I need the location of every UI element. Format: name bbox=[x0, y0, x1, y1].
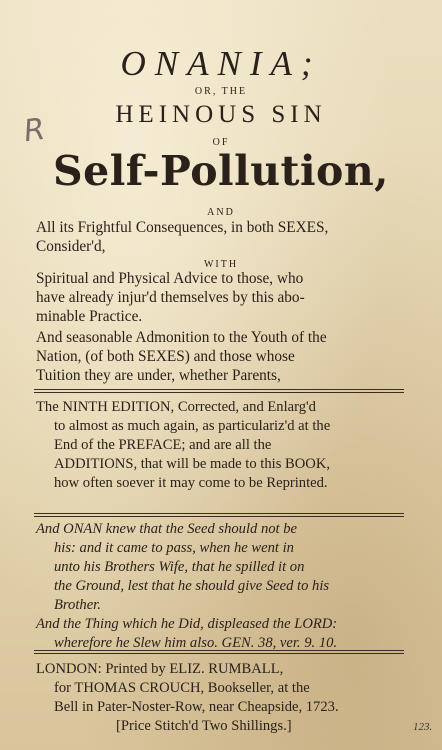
scripture-line: And ONAN knew that the Seed should not be bbox=[36, 521, 298, 537]
title-self-pollution: Self-Pollution, bbox=[53, 147, 389, 195]
edition-line: ADDITIONS, that will be made to this BOOK, bbox=[54, 456, 331, 472]
divider-rule bbox=[34, 389, 404, 390]
edition-line: End of the PREFACE; and are all the bbox=[54, 437, 272, 453]
scripture-line: Brother. bbox=[54, 597, 101, 613]
imprint-line: for THOMAS CROUCH, Bookseller, at the bbox=[54, 680, 310, 696]
edition-line: to almost as much again, as particulariz'd at the bbox=[54, 418, 331, 434]
description-line: Consider'd, bbox=[36, 238, 106, 255]
divider-rule bbox=[34, 516, 404, 517]
scripture-line: unto his Brothers Wife, that he spilled it on bbox=[54, 559, 305, 575]
imprint-line: Bell in Pater-Noster-Row, near Cheapside, 1723. bbox=[54, 699, 339, 715]
scripture-line: his: and it came to pass, when he went in bbox=[54, 540, 294, 556]
title-heinous-sin: HEINOUS SIN bbox=[115, 101, 327, 128]
scripture-line: wherefore he Slew him also. GEN. 38, ver. 9. 10. bbox=[54, 635, 338, 651]
connector-and: AND bbox=[207, 207, 235, 218]
connector-with: WITH bbox=[203, 259, 239, 270]
description-line: All its Frightful Consequences, in both SEXES, bbox=[36, 219, 329, 236]
imprint-line: LONDON: Printed by ELIZ. RUMBALL, bbox=[36, 661, 284, 677]
description-line: minable Practice. bbox=[36, 308, 143, 325]
scripture-line: And the Thing which he Did, displeased the LORD: bbox=[36, 616, 338, 632]
handwritten-r-mark: R bbox=[21, 111, 48, 150]
description-line: Tuition they are under, whether Parents, bbox=[36, 367, 281, 384]
price-line: [Price Stitch'd Two Shillings.] bbox=[116, 718, 292, 734]
divider-rule bbox=[34, 392, 404, 393]
description-line: And seasonable Admonition to the Youth of the bbox=[36, 329, 327, 346]
divider-rule bbox=[34, 650, 404, 651]
scripture-line: the Ground, lest that he should give Seed to his bbox=[54, 578, 330, 594]
page-number: 123. bbox=[413, 721, 433, 733]
description-line: Spiritual and Physical Advice to those, who bbox=[36, 270, 304, 287]
title-or: OR, THE bbox=[194, 86, 248, 97]
edition-line: how often soever it may come to be Reprinted. bbox=[54, 475, 328, 491]
description-line: have already injur'd themselves by this abo- bbox=[36, 289, 305, 306]
divider-rule bbox=[34, 653, 404, 654]
edition-line: The NINTH EDITION, Corrected, and Enlarg'd bbox=[36, 399, 316, 415]
title-onania: ONANIA; bbox=[120, 44, 322, 83]
description-line: Nation, (of both SEXES) and those whose bbox=[36, 348, 295, 365]
title-of: OF bbox=[212, 137, 230, 148]
divider-rule bbox=[34, 513, 404, 514]
